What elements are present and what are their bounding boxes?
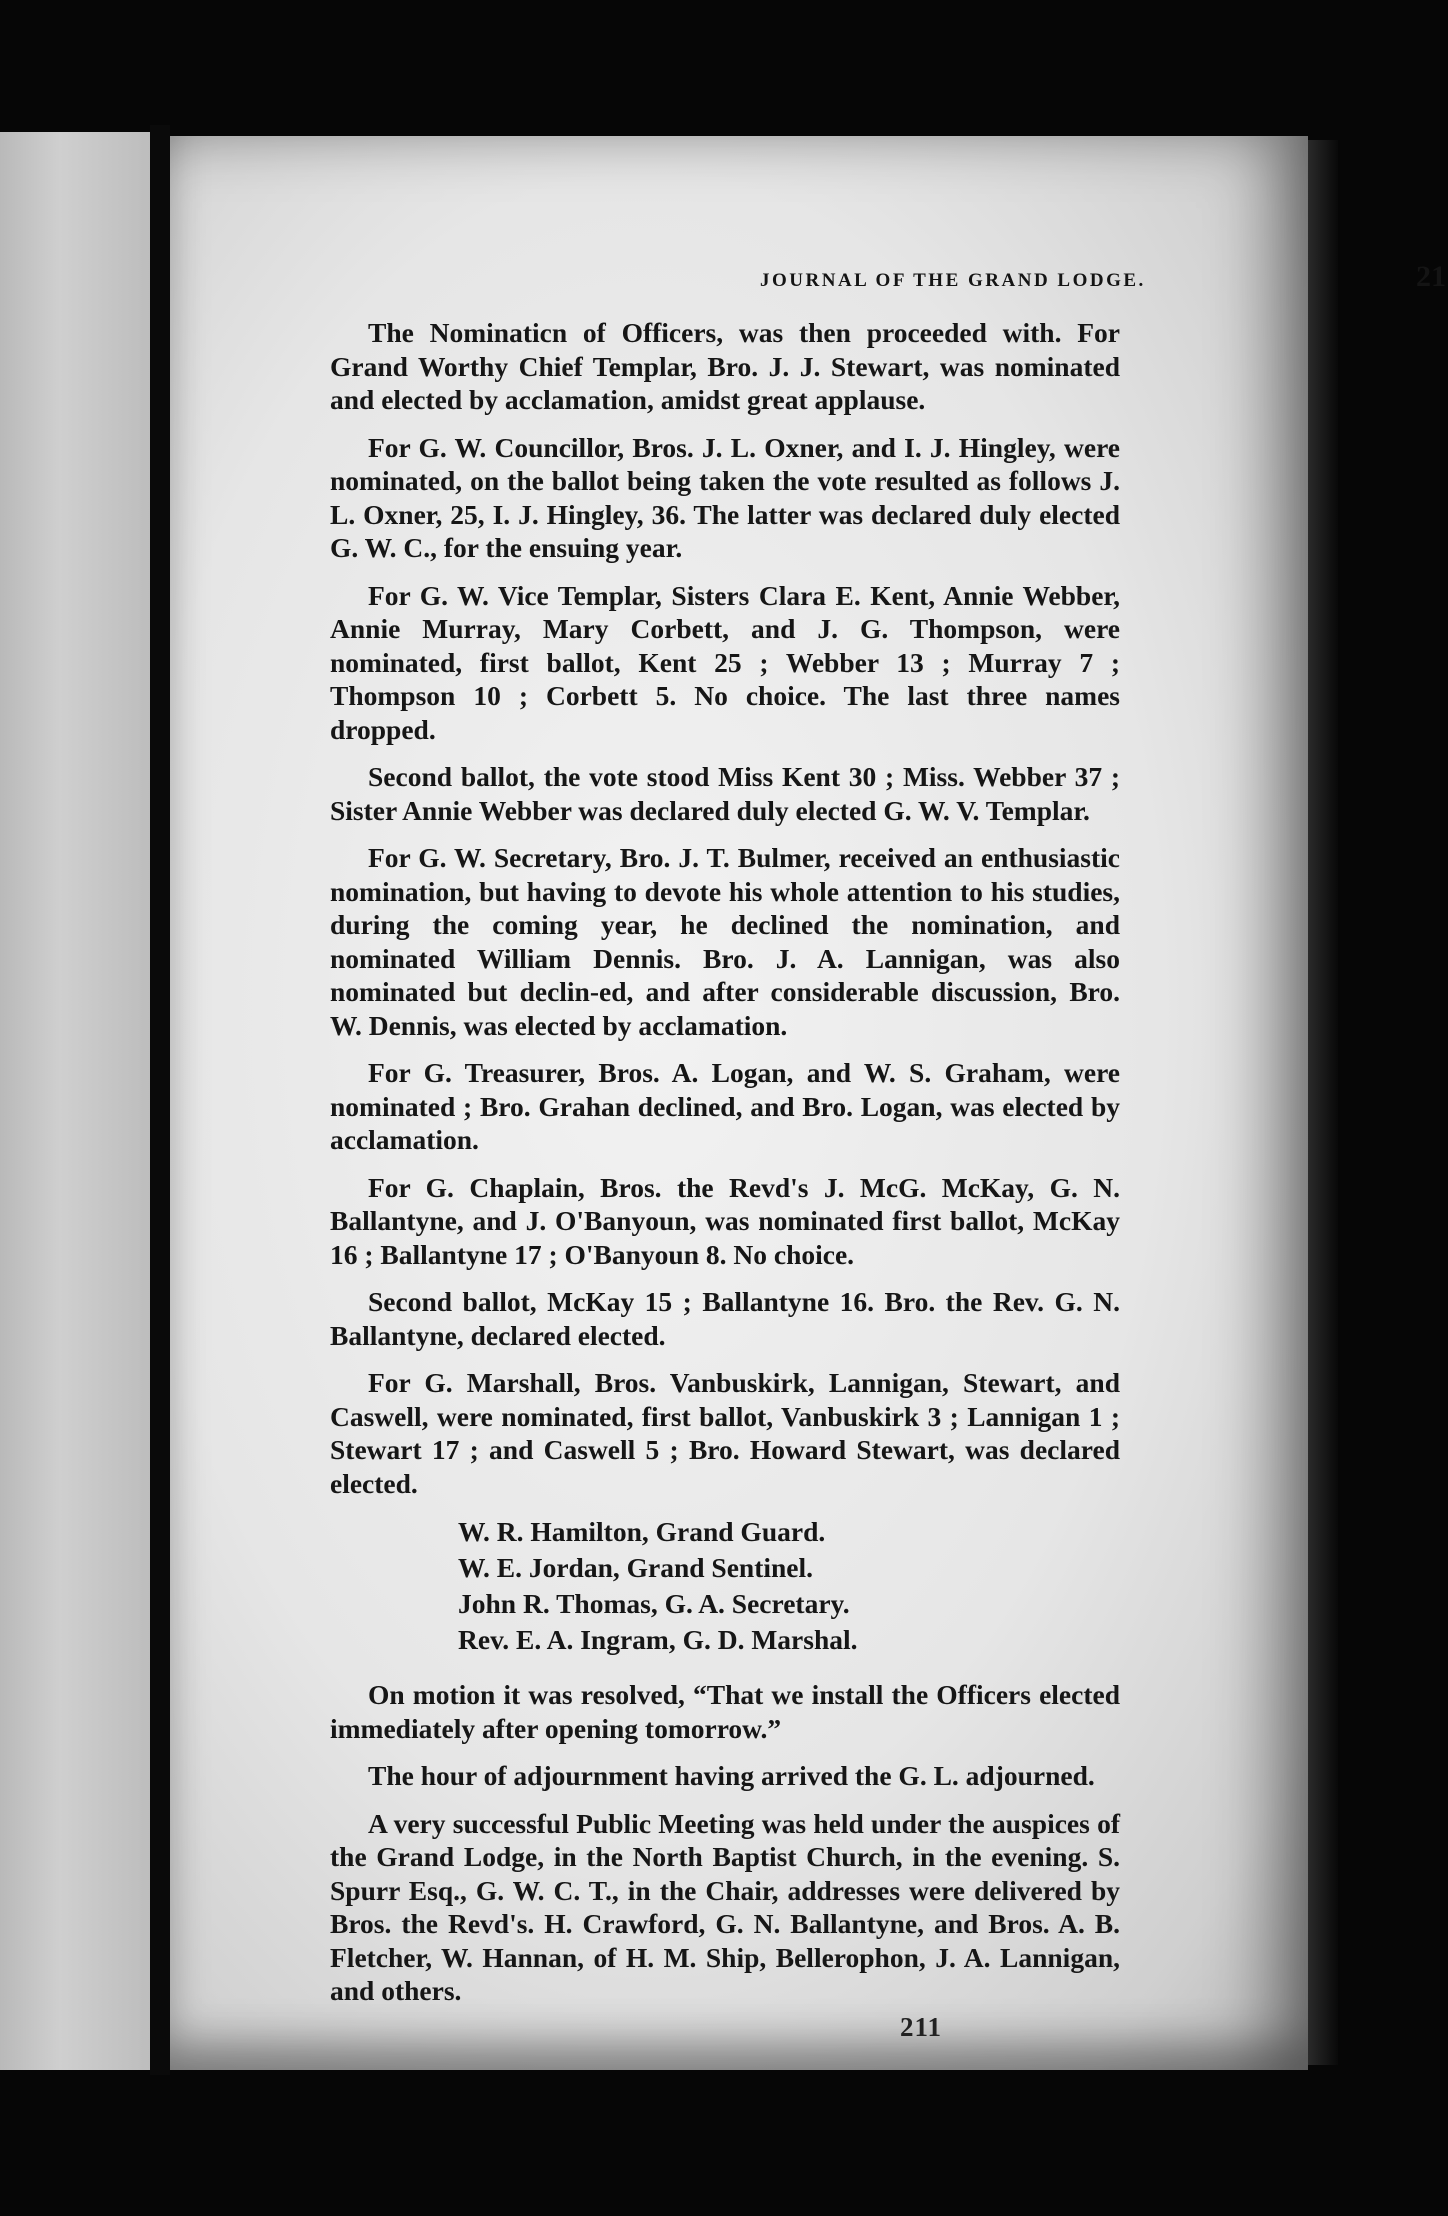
page-number: 21: [1416, 260, 1446, 293]
paragraph-public-meeting: A very successful Public Meeting was held under the auspices of the Grand Lodge, in the North Baptist Church, in the evening. S. Spurr Esq., G. W. C. T., in the Chair, addresses were delivered by Bros. the Revd's. H. Crawford, G. N. Ballantyne, and Bros. A. B. Fletcher, W. Hannan, of H. M. Ship, Bellerophon, J. A. Lannigan, and others.: [330, 1807, 1120, 2006]
list-item: W. E. Jordan, Grand Sentinel.: [458, 1552, 814, 1583]
list-item: Rev. E. A. Ingram, G. D. Marshal.: [458, 1624, 858, 1655]
running-head: JOURNAL OF THE GRAND LODGE.: [760, 270, 1146, 291]
footer-signature-mark: 211: [900, 2012, 943, 2042]
paragraph-treasurer: For G. Treasurer, Bros. A. Logan, and W. S. Graham, were nominated ; Bro. Grahan declined, and Bro. Logan, was elected by acclamation.: [330, 1057, 1120, 1155]
paragraph-councillor: For G. W. Councillor, Bros. J. L. Oxner, and I. J. Hingley, were nominated, on the ballot being taken the vote resulted as follows J. L. Oxner, 25, I. J. Hingley, 36. The latter was declared duly elected G. W. C., for the ensuing year.: [330, 431, 1120, 563]
paragraph-nomination: The Nominaticn of Officers, was then proceeded with. For Grand Worthy Chief Templar, Bro. J. J. Stewart, was nominated and elected by acclamation, amidst great applause.: [330, 317, 1120, 415]
paragraph-marshall: For G. Marshall, Bros. Vanbuskirk, Lannigan, Stewart, and Caswell, were nominated, first ballot, Vanbuskirk 3 ; Lannigan 1 ; Stewart 17 ; and Caswell 5 ; Bro. Howard Stewart, was declared elected.: [330, 1367, 1120, 1499]
book-binding-gutter: [150, 125, 170, 2075]
facing-page-edge: [0, 132, 150, 2070]
paragraph-motion: On motion it was resolved, “That we install the Officers elected immediately after opening tomorrow.”: [330, 1679, 1120, 1744]
list-item: W. R. Hamilton, Grand Guard.: [458, 1516, 826, 1547]
page-right-shadow: [1308, 140, 1338, 2065]
list-item: John R. Thomas, G. A. Secretary.: [458, 1588, 850, 1619]
officers-list: [330, 1514, 1120, 1658]
paragraph-second-ballot-vice: Second ballot, the vote stood Miss Kent 30 ; Miss. Webber 37 ; Sister Annie Webber was declared duly elected G. W. V. Templar.: [330, 761, 1120, 826]
journal-page: [170, 136, 1446, 2070]
paragraph-second-ballot-chaplain: Second ballot, McKay 15 ; Ballantyne 16. Bro. the Rev. G. N. Ballantyne, declared elected.: [330, 1286, 1120, 1351]
paragraph-chaplain: For G. Chaplain, Bros. the Revd's J. McG. McKay, G. N. Ballantyne, and J. O'Banyoun, was nominated first ballot, McKay 16 ; Ballantyne 17 ; O'Banyoun 8. No choice.: [330, 1171, 1120, 1270]
paragraph-adjournment: The hour of adjournment having arrived the G. L. adjourned.: [368, 1760, 1095, 1791]
paragraph-vice-templar: For G. W. Vice Templar, Sisters Clara E. Kent, Annie Webber, Annie Murray, Mary Corbett, and J. G. Thompson, were nominated, first ballot, Kent 25 ; Webber 13 ; Murray 7 ; Thompson 10 ; Corbett 5. No choice. The last three names dropped.: [330, 579, 1120, 745]
paragraph-secretary: For G. W. Secretary, Bro. J. T. Bulmer, received an enthusiastic nomination, but having to devote his whole attention to his studies, during the coming year, he declined the nomination, and nominated William Dennis. Bro. J. A. Lannigan, was also nominated but declin-ed, and after considerable discussion, Bro. W. Dennis, was elected by acclamation.: [330, 842, 1120, 1041]
page-header: [510, 260, 1446, 310]
page-body: [330, 316, 1120, 2022]
